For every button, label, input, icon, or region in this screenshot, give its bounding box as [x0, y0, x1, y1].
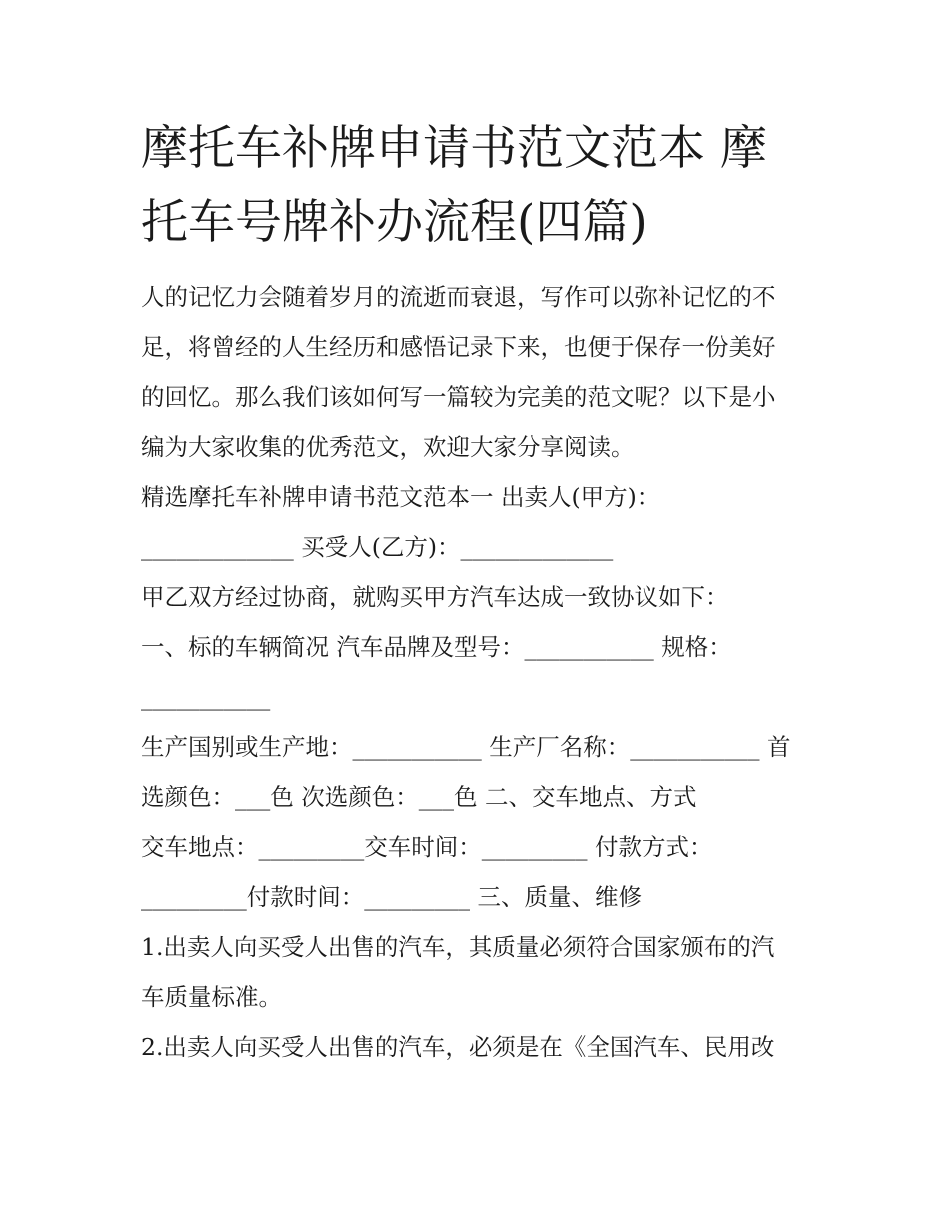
- body-line-3: 的回忆。那么我们该如何写一篇较为完美的范文呢？以下是小: [141, 383, 776, 411]
- body-line-12: 交车地点：_________交车时间：_________ 付款方式：: [141, 833, 713, 861]
- body-line-2: 足，将曾经的人生经历和感悟记录下来，也便于保存一份美好: [141, 333, 776, 361]
- body-line-15: 车质量标准。: [141, 983, 282, 1011]
- body-line-16: 2.出卖人向买受人出售的汽车，必须是在《全国汽车、民用改: [141, 1033, 775, 1061]
- document-body: [141, 272, 817, 1072]
- body-line-14: 1.出卖人向买受人出售的汽车，其质量必须符合国家颁布的汽: [141, 933, 775, 961]
- body-line-5: 精选摩托车补牌申请书范文范本一 出卖人(甲方)：: [141, 483, 661, 511]
- title-line-2: 托车号牌补办流程(四篇): [141, 195, 648, 250]
- body-line-8: 一、标的车辆简况 汽车品牌及型号：___________ 规格：: [141, 633, 732, 661]
- body-line-6: _____________ 买受人(乙方)：_____________: [141, 533, 614, 561]
- body-line-11: 选颜色：___色 次选颜色：___色 二、交车地点、方式: [141, 783, 697, 811]
- document-title: [141, 112, 817, 260]
- body-line-1: 人的记忆力会随着岁月的流逝而衰退，写作可以弥补记忆的不: [141, 283, 776, 311]
- body-line-13: _________付款时间：_________ 三、质量、维修: [141, 883, 642, 911]
- body-line-9: ___________: [141, 683, 271, 711]
- body-line-10: 生产国别或生产地：___________ 生产厂名称：___________ 首: [141, 733, 791, 761]
- body-line-4: 编为大家收集的优秀范文，欢迎大家分享阅读。: [141, 433, 635, 461]
- body-line-7: 甲乙双方经过协商，就购买甲方汽车达成一致协议如下：: [141, 583, 729, 611]
- document-page: [141, 112, 817, 1072]
- title-line-1: 摩托车补牌申请书范文范本 摩: [141, 121, 767, 176]
